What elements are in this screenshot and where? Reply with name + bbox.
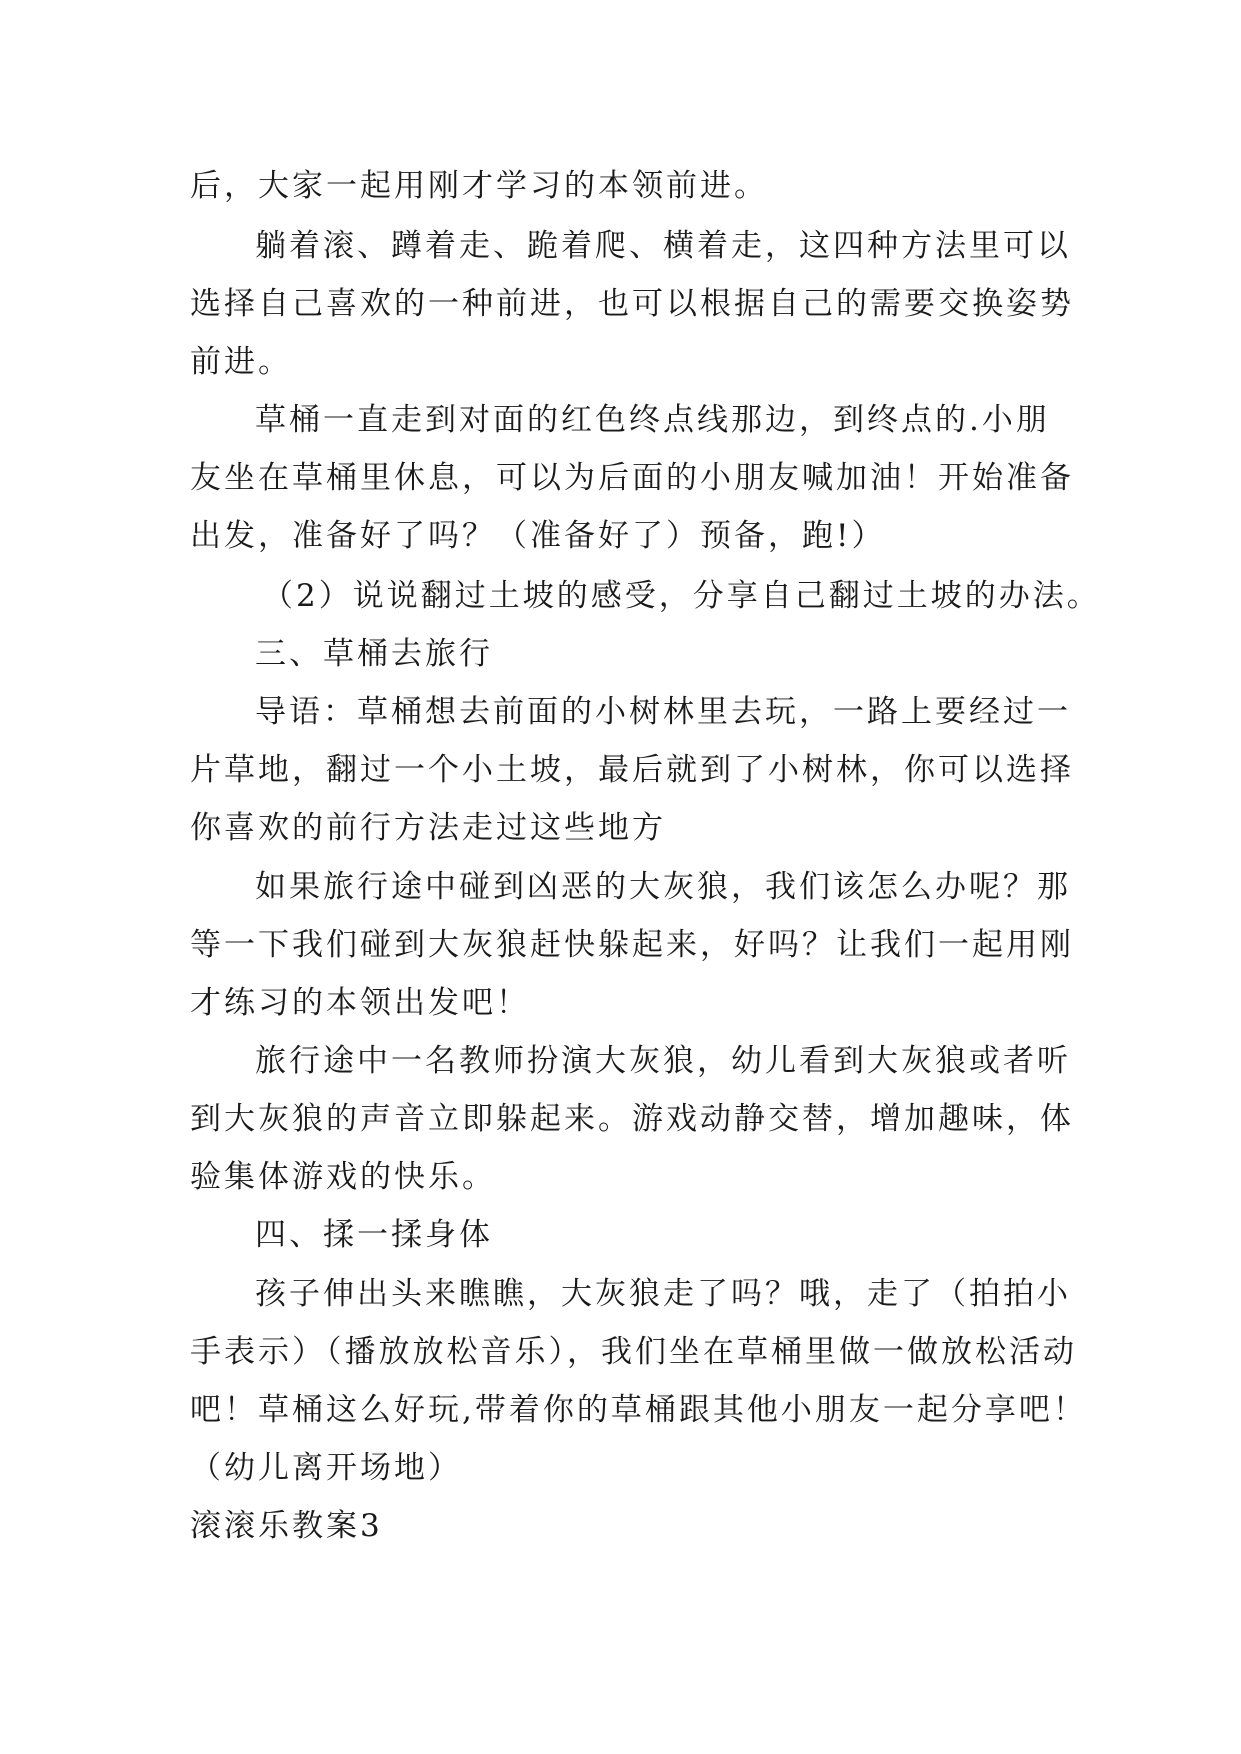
text-line: 草桶一直走到对面的红色终点线那边，到终点的.小朋 xyxy=(255,402,1050,438)
text-line: 出发，准备好了吗？（准备好了）预备，跑!） xyxy=(190,518,886,554)
text-line: 片草地，翻过一个小土坡，最后就到了小树林，你可以选择 xyxy=(190,752,1074,788)
text-line: 前进。 xyxy=(190,344,292,380)
text-line: 躺着滚、蹲着走、跪着爬、横着走，这四种方法里可以 xyxy=(255,228,1071,264)
text-line: 导语：草桶想去前面的小树林里去玩，一路上要经过一 xyxy=(255,694,1071,730)
text-line: （2）说说翻过土坡的感受，分享自己翻过土坡的办法。 xyxy=(262,578,1101,614)
text-line: 你喜欢的前行方法走过这些地方 xyxy=(190,810,666,846)
text-line: 如果旅行途中碰到凶恶的大灰狼，我们该怎么办呢？那 xyxy=(255,869,1071,905)
text-line: 吧！草桶这么好玩,带着你的草桶跟其他小朋友一起分享吧！ xyxy=(190,1392,1087,1428)
text-line: 选择自己喜欢的一种前进，也可以根据自己的需要交换姿势 xyxy=(190,286,1074,322)
text-line: 等一下我们碰到大灰狼赶快躲起来，好吗？让我们一起用刚 xyxy=(190,927,1074,963)
text-line: 才练习的本领出发吧！ xyxy=(190,985,530,1021)
text-line: 孩子伸出头来瞧瞧，大灰狼走了吗？哦，走了（拍拍小 xyxy=(255,1276,1071,1312)
text-line: 后，大家一起用刚才学习的本领前进。 xyxy=(190,168,768,204)
section-heading: 四、揉一揉身体 xyxy=(255,1217,493,1253)
text-line: 友坐在草桶里休息，可以为后面的小朋友喊加油！开始准备 xyxy=(190,460,1074,496)
section-heading: 三、草桶去旅行 xyxy=(255,636,493,672)
document-title: 滚滚乐教案3 xyxy=(190,1508,383,1544)
text-line: 到大灰狼的声音立即躲起来。游戏动静交替，增加趣味，体 xyxy=(190,1101,1074,1137)
text-line: 验集体游戏的快乐。 xyxy=(190,1159,496,1195)
text-line: （幼儿离开场地） xyxy=(190,1450,462,1486)
text-line: 旅行途中一名教师扮演大灰狼，幼儿看到大灰狼或者听 xyxy=(255,1043,1071,1079)
text-line: 手表示）（播放放松音乐），我们坐在草桶里做一做放松活动 xyxy=(190,1334,1077,1370)
